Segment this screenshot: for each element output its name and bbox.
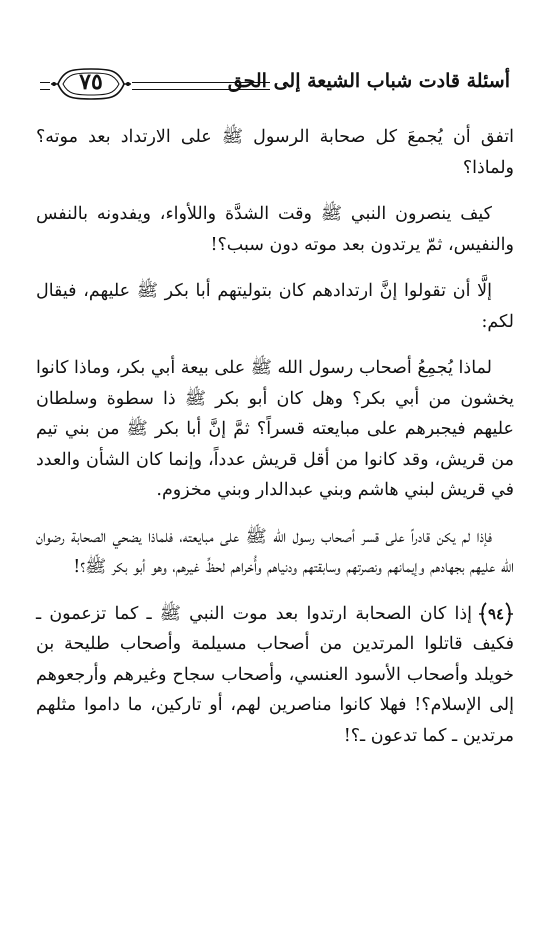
header-double-rule-end bbox=[40, 82, 50, 90]
header-double-rule bbox=[132, 82, 270, 90]
question-number: ٩٤ bbox=[487, 605, 505, 623]
paragraph-4: لماذا يُجمِعُ أصحاب رسول الله ﷺ على بيعة أبي بكر، وماذا كانوا يخشون من أبي بكر؟ وهل كان أبو بكر ﷺ ذا سطوة وسلطان عليهم فيجبرهم على مبايعته قسراً؟ ثمَّ إنَّ أبا بكر ﷺ من بني تيم من قريش، وقد كانوا من أقل قريش عدداً، وإنما كان الشأن والعدد في قريش لبني هاشم وبني عبدالدار وبني مخزوم. bbox=[36, 358, 514, 500]
question-text: إذا كان الصحابة ارتدوا بعد موت النبي ﷺ ـ كما تزعمون ـ فكيف قاتلوا المرتدين من أصحاب مسيلمة وأصحاب طليحة بن خويلد وأصحاب الأسود العنسي، وأصحاب سجاح وغيرهم وأرجعوهم إلى الإسلام؟! فهلا كانوا مناصرين لهم، أو تاركين، ما داموا مثلهم مرتدين ـ كما تدعون ـ؟! bbox=[36, 603, 514, 746]
paragraph-1: اتفق أن يُجمعَ كل صحابة الرسول ﷺ على الارتداد بعد موته؟ ولماذا؟ bbox=[36, 127, 514, 178]
running-title: أسئلة قادت شباب الشيعة إلى الحق bbox=[227, 70, 510, 92]
page-body bbox=[36, 122, 514, 767]
running-header bbox=[40, 66, 510, 106]
question-number-badge bbox=[478, 601, 514, 627]
paragraph-2: كيف ينصرون النبي ﷺ وقت الشدَّة واللأواء، ويفدونه بالنفس والنفيس، ثمّ يرتدون بعد موته دون سبب؟! bbox=[36, 204, 514, 255]
paragraph-3: إلَّا أن تقولوا إنَّ ارتدادهم كان بتوليتهم أبا بكر ﷺ عليهم، فيقال لكم: bbox=[36, 281, 514, 332]
question-paragraph bbox=[36, 599, 514, 752]
paragraph-5: فإذا لم يكن قادراً على قسر أصحاب رسول الله ﷺ على مبايعته، فلماذا يضحي الصحابة رضوان الله عليهم بجهادهم وإيمانهم ونصرتهم وسابقتهم ودنياهم وأُخراهم لحظِّ غيرهم، وهو أبو بكر ﷺ؟! bbox=[36, 526, 514, 577]
page-number: ٧٥ bbox=[79, 69, 103, 95]
page-number-ornament bbox=[50, 66, 132, 102]
